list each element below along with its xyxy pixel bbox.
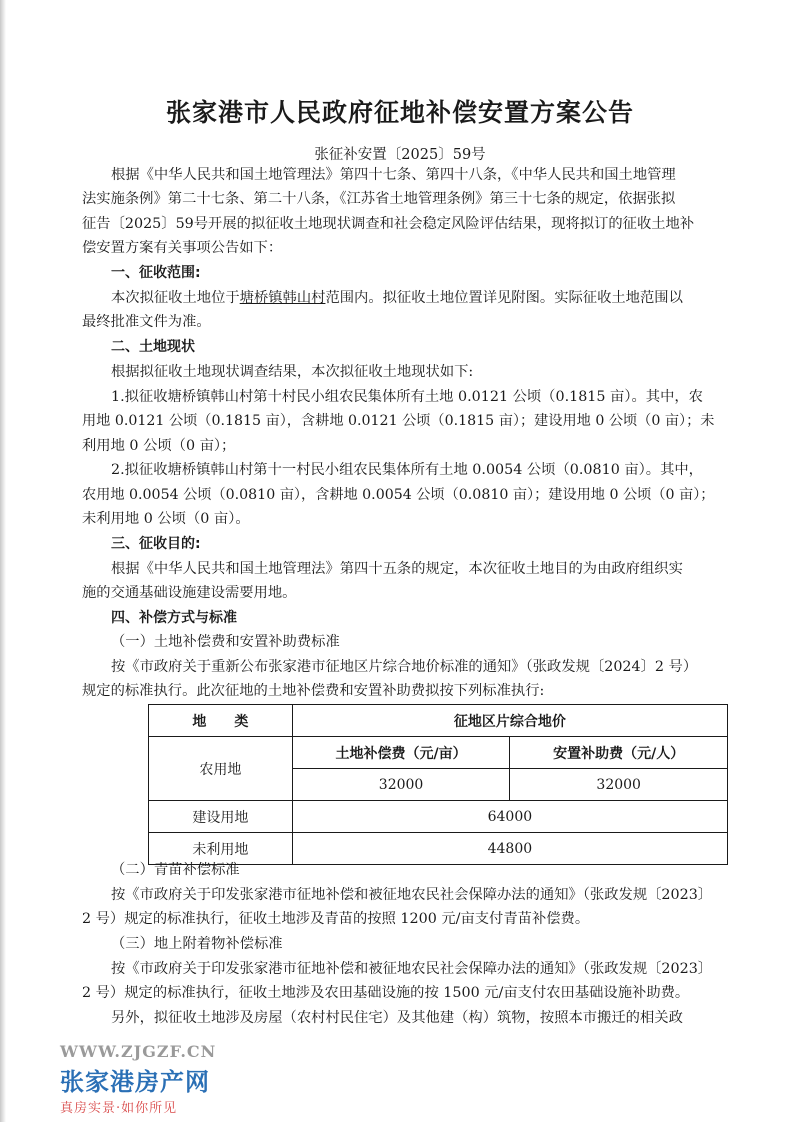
intro-line-4: 偿安置方案有关事项公告如下：: [82, 240, 283, 256]
status-item-2-line-3: 未利用地 0 公顷（0 亩）。: [82, 511, 250, 527]
purpose-line-2: 施的交通基础设施建设需要用地。: [82, 585, 297, 601]
status-item-1-line-2: 用地 0.0121 公顷（0.1815 亩），含耕地 0.0121 公顷（0.1815 亩）；建设用地 0 公顷（0 亩）；未: [82, 413, 715, 429]
attachment-comp-line-3: 另外，拟征收土地涉及房屋（农村村民住宅）及其他建（构）筑物，按照本市搬迁的相关政: [111, 1010, 683, 1026]
status-intro: 根据拟征收土地现状调查结果，本次拟征收土地现状如下:: [111, 364, 474, 380]
watermark: [60, 1042, 216, 1116]
land-comp-line-2: 规定的标准执行。此次征地的土地补偿费和安置补助费拟按下列标准执行:: [82, 683, 545, 699]
section-heading-purpose: 三、征收目的:: [111, 536, 201, 552]
row-label-construction: 建设用地: [149, 801, 293, 833]
header-land-type: 地 类: [149, 705, 293, 737]
row-label-unused: 未利用地: [149, 833, 293, 865]
status-item-2-line-1: 2.拟征收塘桥镇韩山村第十一村民小组农民集体所有土地 0.0054 公顷（0.0810 亩）。其中，: [111, 462, 703, 478]
watermark-brand: 张家港房产网: [60, 1068, 210, 1096]
crop-comp-line-1: 按《市政府关于印发张家港市征地补偿和被征地农民社会保障办法的通知》（张政发规〔2023〕: [111, 887, 713, 903]
scope-line-2: 最终批准文件为准。: [82, 314, 211, 330]
section-heading-status: 二、土地现状: [111, 339, 195, 355]
section-heading-compensation: 四、补偿方式与标准: [111, 610, 237, 626]
page-edge-shadow: [0, 0, 6, 1122]
section-heading-scope: 一、征收范围:: [111, 265, 201, 281]
document-number: 张征补安置〔2025〕59号: [314, 147, 486, 163]
scope-text-pre: 本次拟征收土地位于: [111, 290, 240, 306]
status-item-1-line-3: 利用地 0 公顷（0 亩）；: [82, 438, 236, 454]
subheading-land-compensation: （一）土地补偿费和安置补助费标准: [111, 634, 340, 650]
attachment-comp-line-2: 2 号）规定的标准执行，征收土地涉及农田基础设施的按 1500 元/亩支付农田基础设施补助费。: [82, 985, 690, 1001]
farmland-resettlement-subsidy: 32000: [510, 769, 728, 801]
purpose-line-1: 根据《中华人民共和国土地管理法》第四十五条的规定，本次征收土地目的为由政府组织实: [111, 561, 683, 577]
watermark-url: WWW.ZJGZF.CN: [60, 1042, 217, 1061]
subheading-crop-compensation: （二）青苗补偿标准: [111, 862, 240, 878]
intro-line-1: 根据《中华人民共和国土地管理法》第四十七条、第四十八条，《中华人民共和国土地管理: [111, 167, 676, 183]
farmland-land-compensation: 32000: [292, 769, 510, 801]
intro-line-3: 征告〔2025〕59号开展的拟征收土地现状调查和社会稳定风险评估结果，现将拟订的征收土地补: [82, 216, 695, 232]
header-zone-price: 征地区片综合地价: [292, 705, 727, 737]
attachment-comp-line-1: 按《市政府关于印发张家港市征地补偿和被征地农民社会保障办法的通知》（张政发规〔2023〕: [111, 961, 713, 977]
scope-place: 塘桥镇韩山村: [239, 290, 326, 306]
construction-value: 64000: [292, 801, 727, 833]
table-row: [149, 737, 728, 769]
watermark-slogan: 真房实景·如你所见: [60, 1101, 178, 1116]
crop-comp-line-2: 2 号）规定的标准执行，征收土地涉及青苗的按照 1200 元/亩支付青苗补偿费。: [82, 911, 590, 927]
subheading-attachment-compensation: （三）地上附着物补偿标准: [111, 936, 283, 952]
header-resettlement-subsidy: 安置补助费（元/人）: [510, 737, 728, 769]
status-item-2-line-2: 农用地 0.0054 公顷（0.0810 亩），含耕地 0.0054 公顷（0.0810 亩）；建设用地 0 公顷（0 亩）；: [82, 487, 715, 503]
land-comp-line-1: 按《市政府关于重新公布张家港市征地区片综合地价标准的通知》（张政发规〔2024〕2 号）: [111, 659, 698, 675]
row-label-farmland: 农用地: [149, 737, 293, 801]
header-land-compensation: 土地补偿费（元/亩）: [292, 737, 510, 769]
intro-line-2: 法实施条例》第二十七条、第二十八条，《江苏省土地管理条例》第三十七条的规定，依据张拟: [82, 191, 676, 207]
table-header-row: [149, 705, 728, 737]
unused-value: 44800: [292, 833, 727, 865]
compensation-table: [148, 704, 728, 865]
scope-text-post: 范围内。拟征收土地位置详见附图。实际征收土地范围以: [325, 290, 683, 306]
scope-line-1: [82, 286, 747, 311]
table-row: [149, 801, 728, 833]
page-title: 张家港市人民政府征地补偿安置方案公告: [165, 98, 634, 127]
status-item-1-line-1: 1.拟征收塘桥镇韩山村第十村民小组农民集体所有土地 0.0121 公顷（0.1815 亩）。其中，农: [111, 389, 703, 405]
